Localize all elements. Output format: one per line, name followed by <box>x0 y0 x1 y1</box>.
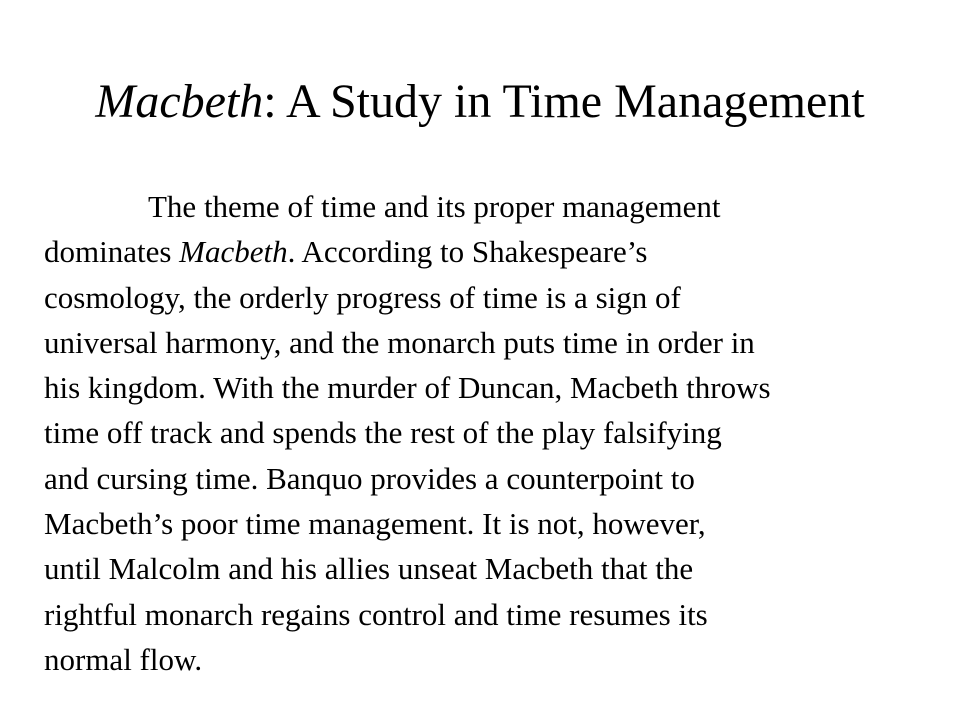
slide-title <box>0 72 960 132</box>
body-paragraph <box>44 184 924 682</box>
body-line-5: his kingdom. With the murder of Duncan, Macbeth throws <box>44 370 771 406</box>
body-line-2-before: dominates <box>44 234 180 270</box>
body-line-11: normal flow. <box>44 641 203 677</box>
body-line-8: Macbeth’s poor time management. It is not, however, <box>44 506 706 542</box>
body-line-1: The theme of time and its proper management <box>148 189 721 224</box>
body-line-10: rightful monarch regains control and time resumes its <box>44 596 708 632</box>
slide-title-italic: Macbeth <box>95 75 264 128</box>
body-line-2-italic: Macbeth <box>179 234 288 270</box>
body-line-7: and cursing time. Banquo provides a counterpoint to <box>44 460 695 496</box>
body-line-3: cosmology, the orderly progress of time is a sign of <box>44 279 681 315</box>
body-line-2 <box>44 229 924 274</box>
slide-title-rest: : A Study in Time Management <box>263 75 865 128</box>
body-line-6: time off track and spends the rest of the play falsifying <box>44 415 722 451</box>
body-line-9: until Malcolm and his allies unseat Macbeth that the <box>44 551 694 587</box>
body-line-2-after: . According to Shakespeare’s <box>287 234 648 270</box>
body-line-4: universal harmony, and the monarch puts time in order in <box>44 324 755 360</box>
